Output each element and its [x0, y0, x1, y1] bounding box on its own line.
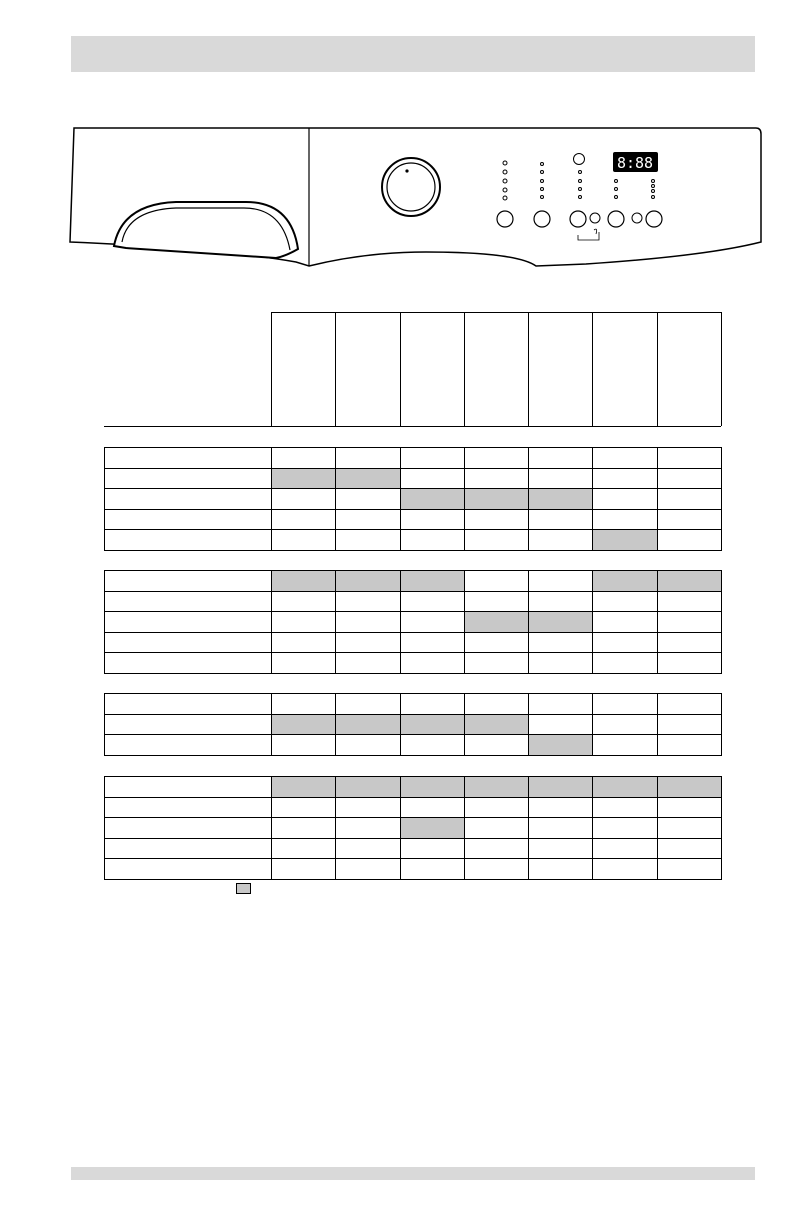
- shaded-cell: [528, 734, 592, 755]
- table-column-divider: [721, 447, 722, 550]
- table-row-line: [104, 529, 722, 530]
- table-column-divider: [657, 447, 658, 550]
- table-column-divider: [721, 693, 722, 755]
- shaded-cell: [528, 776, 592, 797]
- table-row-line: [104, 611, 722, 612]
- table-row-line: [104, 858, 722, 859]
- shaded-cell: [271, 714, 335, 735]
- table-row-line: [104, 550, 722, 551]
- shaded-cell-legend-icon: [236, 883, 251, 894]
- table-column-divider: [657, 776, 658, 879]
- table-column-divider: [400, 570, 401, 673]
- table-column-divider: [271, 447, 272, 550]
- table-row-line: [104, 468, 722, 469]
- table-column-divider: [464, 447, 465, 550]
- table-left-edge: [104, 776, 105, 879]
- shaded-cell: [400, 776, 464, 797]
- shaded-cell: [335, 468, 399, 489]
- table-row-line: [104, 447, 722, 448]
- table-row-line: [104, 838, 722, 839]
- shaded-cell: [400, 570, 464, 591]
- svg-text:8:88: 8:88: [616, 154, 654, 172]
- shaded-cell: [271, 570, 335, 591]
- table-column-divider: [335, 693, 336, 755]
- table-left-edge: [104, 447, 105, 550]
- table-column-divider: [271, 693, 272, 755]
- table-column-divider: [528, 570, 529, 673]
- table-row-line: [104, 509, 722, 510]
- table-column-divider: [464, 776, 465, 879]
- header-column-divider: [592, 312, 593, 426]
- table-left-edge: [104, 570, 105, 673]
- shaded-cell: [335, 570, 399, 591]
- table-column-divider: [721, 776, 722, 879]
- table-column-divider: [657, 693, 658, 755]
- table-column-divider: [721, 570, 722, 673]
- table-column-divider: [528, 693, 529, 755]
- shaded-cell: [335, 714, 399, 735]
- table-column-divider: [592, 447, 593, 550]
- table-column-divider: [528, 447, 529, 550]
- table-column-divider: [464, 693, 465, 755]
- table-column-divider: [335, 447, 336, 550]
- header-column-divider: [400, 312, 401, 426]
- table-column-divider: [400, 447, 401, 550]
- table-column-divider: [335, 776, 336, 879]
- table-left-edge: [104, 693, 105, 755]
- table-column-divider: [271, 570, 272, 673]
- table-row-line: [104, 755, 722, 756]
- shaded-cell: [335, 776, 399, 797]
- table-row-line: [104, 797, 722, 798]
- table-column-divider: [464, 570, 465, 673]
- table-row-line: [104, 488, 722, 489]
- shaded-cell: [464, 714, 528, 735]
- table-row-line: [104, 879, 722, 880]
- table-row-line: [104, 693, 722, 694]
- shaded-cell: [400, 488, 464, 509]
- shaded-cell: [464, 611, 528, 632]
- header-column-divider: [464, 312, 465, 426]
- header-column-divider: [657, 312, 658, 426]
- shaded-cell: [528, 611, 592, 632]
- table-row-line: [104, 652, 722, 653]
- header-column-divider: [271, 312, 272, 426]
- table-row-line: [104, 776, 722, 777]
- table-column-divider: [592, 570, 593, 673]
- shaded-cell: [657, 570, 721, 591]
- table-column-divider: [335, 570, 336, 673]
- table-row-line: [104, 734, 722, 735]
- table-column-divider: [271, 776, 272, 879]
- table-row-line: [104, 714, 722, 715]
- shaded-cell: [400, 714, 464, 735]
- header-column-divider: [721, 312, 722, 426]
- shaded-cell: [657, 776, 721, 797]
- header-column-divider: [528, 312, 529, 426]
- header-bottom-line: [104, 426, 721, 427]
- shaded-cell: [592, 529, 656, 550]
- shaded-cell: [528, 488, 592, 509]
- table-column-divider: [400, 693, 401, 755]
- table-column-divider: [657, 570, 658, 673]
- shaded-cell: [592, 570, 656, 591]
- shaded-cell: [271, 468, 335, 489]
- table-row-line: [104, 632, 722, 633]
- table-row-line: [104, 570, 722, 571]
- table-row-line: [104, 591, 722, 592]
- shaded-cell: [271, 776, 335, 797]
- table-column-divider: [528, 776, 529, 879]
- shaded-cell: [400, 817, 464, 838]
- table-column-divider: [592, 776, 593, 879]
- footer-bar: [71, 1167, 755, 1180]
- table-column-divider: [592, 693, 593, 755]
- shaded-cell: [464, 488, 528, 509]
- shaded-cell: [464, 776, 528, 797]
- table-row-line: [104, 673, 722, 674]
- table-column-divider: [400, 776, 401, 879]
- shaded-cell: [592, 776, 656, 797]
- header-top-line: [271, 312, 721, 313]
- table-row-line: [104, 817, 722, 818]
- header-column-divider: [335, 312, 336, 426]
